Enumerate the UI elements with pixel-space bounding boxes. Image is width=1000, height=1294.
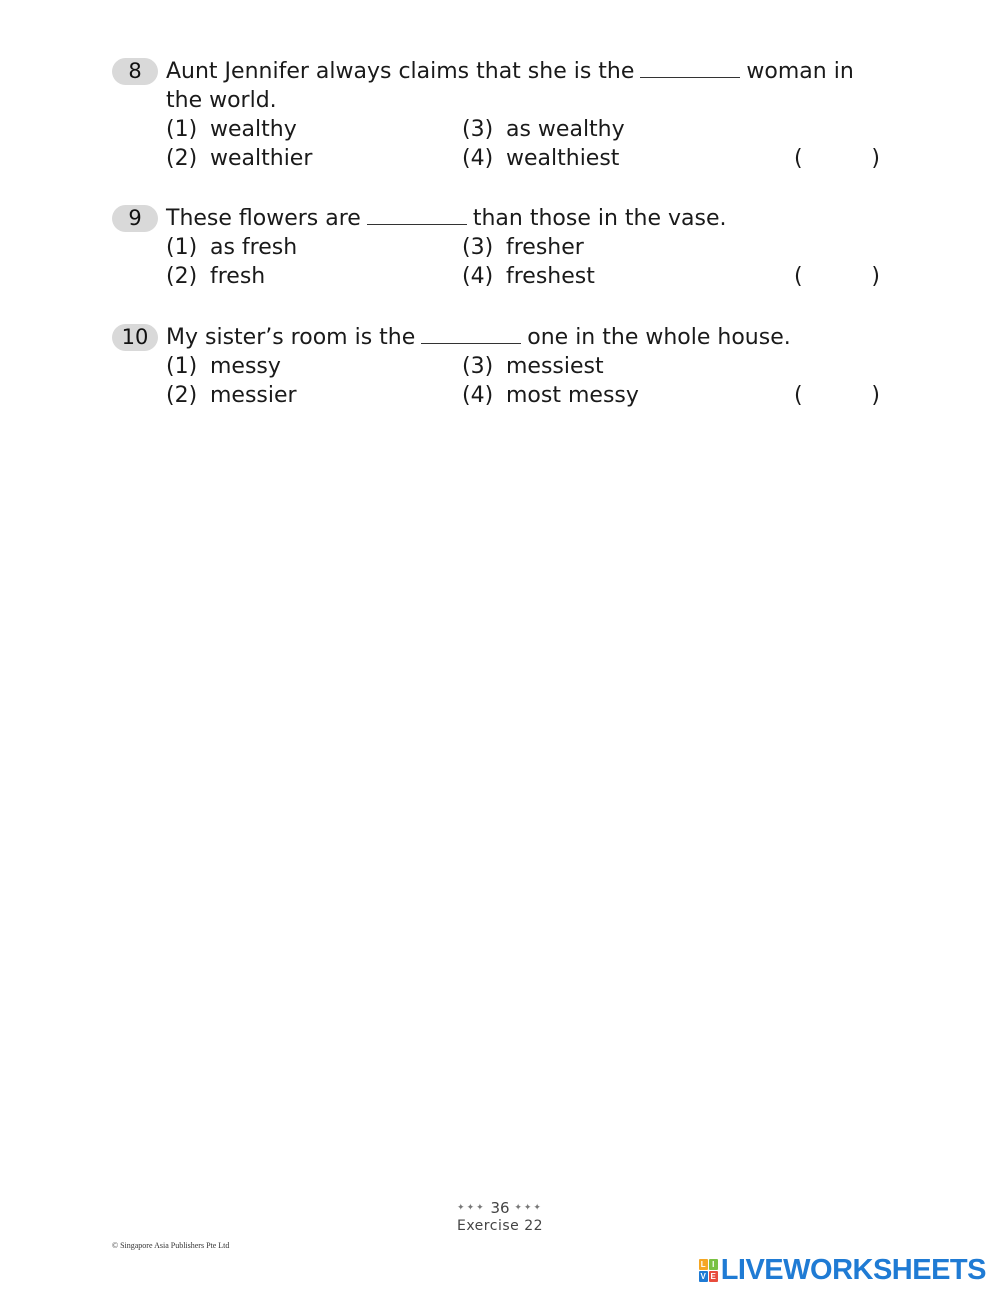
question-stem bbox=[166, 204, 892, 233]
logo-wordmark: LIVEWORKSHEETS bbox=[720, 1253, 986, 1286]
option-3[interactable] bbox=[462, 115, 625, 144]
option-row bbox=[166, 262, 892, 291]
question-10 bbox=[112, 323, 892, 410]
option-label: (2) bbox=[166, 264, 198, 289]
question-number-badge: 8 bbox=[112, 58, 158, 85]
option-2[interactable] bbox=[166, 262, 265, 291]
logo-tile-l: L bbox=[699, 1259, 708, 1270]
liveworksheets-logo[interactable] bbox=[699, 1254, 986, 1286]
option-row bbox=[166, 381, 892, 410]
option-text: fresher bbox=[506, 235, 584, 260]
option-row bbox=[166, 233, 892, 262]
paren-close: ) bbox=[871, 264, 880, 289]
exercise-label: Exercise 22 bbox=[456, 1218, 544, 1234]
option-text: messier bbox=[210, 383, 297, 408]
option-label: (3) bbox=[462, 354, 494, 379]
question-9 bbox=[112, 204, 892, 291]
option-label: (3) bbox=[462, 117, 494, 142]
option-label: (2) bbox=[166, 383, 198, 408]
question-number-badge: 9 bbox=[112, 205, 158, 232]
option-3[interactable] bbox=[462, 233, 584, 262]
paren-open: ( bbox=[794, 383, 803, 408]
paren-open: ( bbox=[794, 264, 803, 289]
option-4[interactable] bbox=[462, 381, 639, 410]
option-label: (3) bbox=[462, 235, 494, 260]
option-text: wealthier bbox=[210, 146, 313, 171]
option-text: as wealthy bbox=[506, 117, 625, 142]
option-text: most messy bbox=[506, 383, 639, 408]
option-1[interactable] bbox=[166, 115, 297, 144]
answer-blank bbox=[421, 329, 521, 344]
page-number-line bbox=[0, 1200, 1000, 1217]
option-label: (4) bbox=[462, 383, 494, 408]
question-8 bbox=[112, 57, 892, 173]
logo-tile-v: V bbox=[700, 1271, 706, 1281]
logo-tile-i: I bbox=[709, 1259, 718, 1270]
option-2[interactable] bbox=[166, 144, 312, 173]
option-text: messiest bbox=[506, 354, 604, 379]
option-text: as fresh bbox=[210, 235, 298, 260]
option-row bbox=[166, 115, 892, 144]
stem-text-before: These flowers are bbox=[166, 206, 361, 231]
option-label: (4) bbox=[462, 264, 494, 289]
question-stem bbox=[166, 57, 892, 115]
liveworksheets-logo-icon bbox=[699, 1259, 718, 1282]
stem-text-before: My sister’s room is the bbox=[166, 325, 416, 350]
option-text: messy bbox=[210, 354, 281, 379]
stem-text-after: woman in the world. bbox=[166, 59, 854, 113]
logo-tile-e: E bbox=[710, 1271, 716, 1281]
ornament-right-icon: ✦✦✦ bbox=[514, 1203, 543, 1213]
option-2[interactable] bbox=[166, 381, 297, 410]
answer-input[interactable] bbox=[810, 264, 864, 290]
option-4[interactable] bbox=[462, 144, 619, 173]
option-4[interactable] bbox=[462, 262, 595, 291]
option-1[interactable] bbox=[166, 352, 281, 381]
option-label: (4) bbox=[462, 146, 494, 171]
option-3[interactable] bbox=[462, 352, 604, 381]
answer-blank bbox=[367, 210, 467, 225]
stem-text-after: one in the whole house. bbox=[527, 325, 791, 350]
paren-open: ( bbox=[794, 146, 803, 171]
copyright-notice: © Singapore Asia Publishers Pte Ltd bbox=[112, 1241, 230, 1250]
ornament-left-icon: ✦✦✦ bbox=[457, 1203, 486, 1213]
answer-blank bbox=[640, 63, 740, 78]
question-number-badge: 10 bbox=[112, 324, 158, 351]
option-label: (1) bbox=[166, 354, 198, 379]
stem-text-before: Aunt Jennifer always claims that she is the bbox=[166, 59, 635, 84]
option-row bbox=[166, 352, 892, 381]
answer-input[interactable] bbox=[810, 383, 864, 409]
option-label: (1) bbox=[166, 117, 198, 142]
option-1[interactable] bbox=[166, 233, 297, 262]
paren-close: ) bbox=[871, 383, 880, 408]
page-number: 36 bbox=[490, 1199, 510, 1217]
option-text: wealthy bbox=[210, 117, 297, 142]
option-row bbox=[166, 144, 892, 173]
paren-close: ) bbox=[871, 146, 880, 171]
answer-input[interactable] bbox=[810, 146, 864, 172]
option-text: freshest bbox=[506, 264, 595, 289]
option-label: (2) bbox=[166, 146, 198, 171]
question-stem bbox=[166, 323, 892, 352]
option-text: wealthiest bbox=[506, 146, 620, 171]
option-text: fresh bbox=[210, 264, 266, 289]
option-label: (1) bbox=[166, 235, 198, 260]
stem-text-after: than those in the vase. bbox=[472, 206, 727, 231]
